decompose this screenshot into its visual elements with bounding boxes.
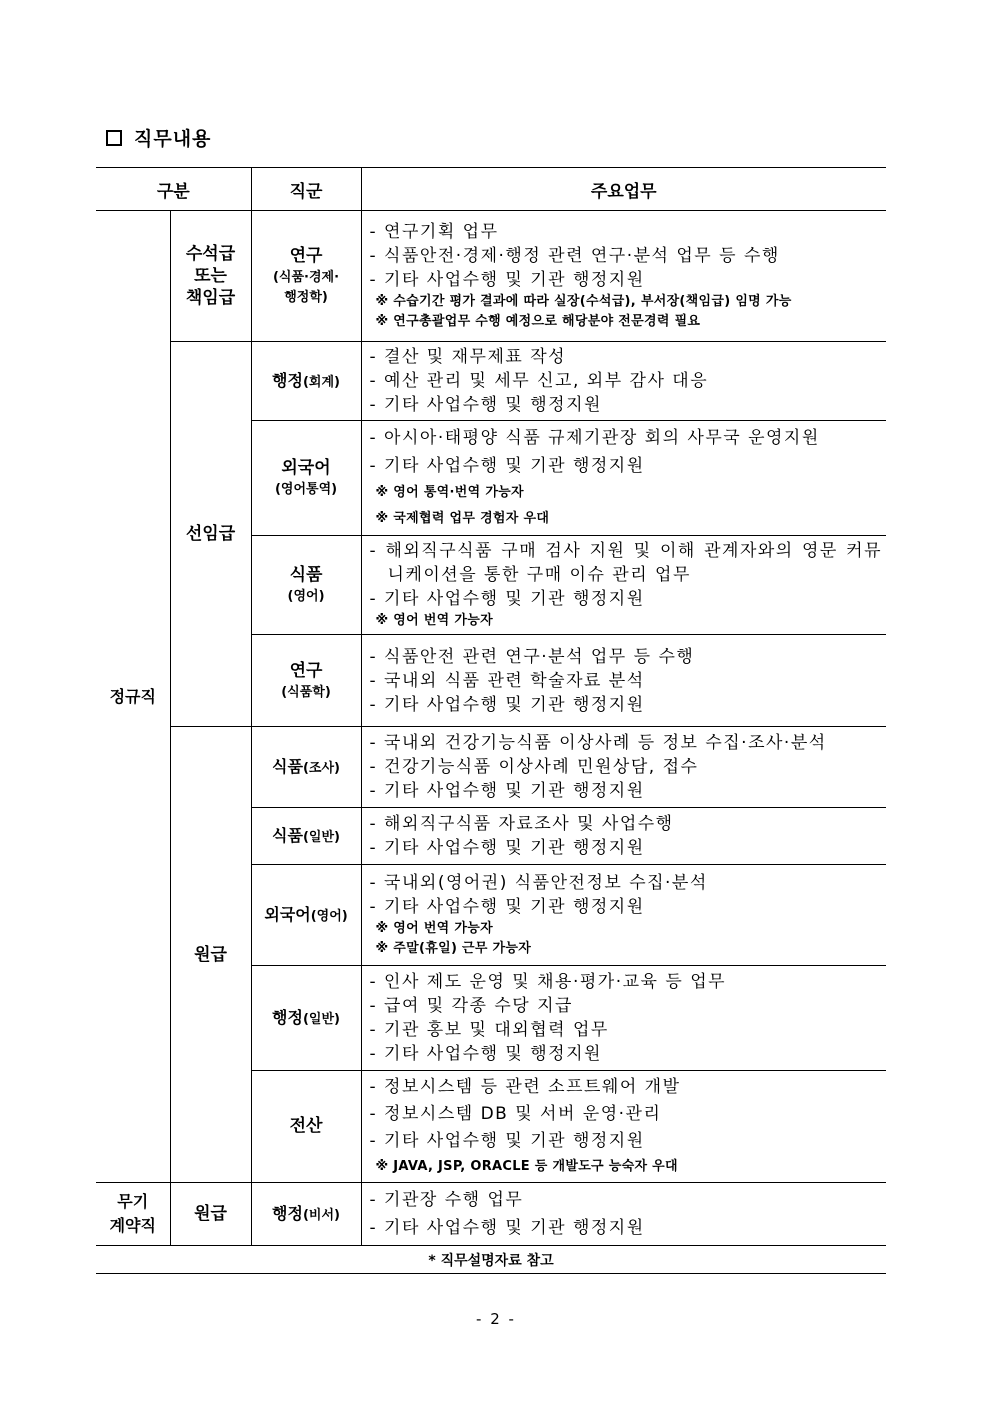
duties-cell: - 국내외(영어권) 식품안전정보 수집·분석 - 기타 사업수행 및 기관 행정지원 ※ 영어 번역 가능자 ※ 주말(휴일) 근무 가능자 <box>361 865 886 966</box>
header-type: 구분 <box>96 168 251 211</box>
table-row <box>96 1183 886 1246</box>
grade-senior: 수석급 또는 책임급 <box>170 211 251 342</box>
grade-sunim: 선임급 <box>170 342 251 727</box>
checkbox-square-icon <box>106 130 122 146</box>
job-food-english: 식품 (영어) <box>251 536 361 635</box>
page-number: - 2 - <box>476 1310 516 1328</box>
employment-type-regular: 정규직 <box>96 211 170 1183</box>
table-header-row <box>96 168 886 211</box>
duties-cell: - 기관장 수행 업무 - 기타 사업수행 및 기관 행정지원 <box>361 1183 886 1246</box>
job-admin-secretary: 행정(비서) <box>251 1183 361 1246</box>
footnote-row <box>96 1246 886 1274</box>
job-research-senior: 연구 (식품·경제· 행정학) <box>251 211 361 342</box>
duties-cell: - 정보시스템 등 관련 소프트웨어 개발 - 정보시스템 DB 및 서버 운영·관리 - 기타 사업수행 및 기관 행정지원 ※ JAVA, JSP, ORACLE 등 개발도구 능숙자 우대 <box>361 1071 886 1183</box>
header-duties: 주요업무 <box>361 168 886 211</box>
grade-wongeup: 원급 <box>170 727 251 1183</box>
duties-cell: - 국내외 건강기능식품 이상사례 등 정보 수집·조사·분석 - 건강기능식품 이상사례 민원상담, 접수 - 기타 사업수행 및 기관 행정지원 <box>361 727 886 808</box>
job-foreign-language-interpretation: 외국어 (영어통역) <box>251 421 361 536</box>
duties-cell: - 인사 제도 운영 및 채용·평가·교육 등 업무 - 급여 및 각종 수당 지급 - 기관 홍보 및 대외협력 업무 - 기타 사업수행 및 행정지원 <box>361 966 886 1071</box>
job-foreign-language-english: 외국어(영어) <box>251 865 361 966</box>
duties-cell: - 연구기획 업무 - 식품안전·경제·행정 관련 연구·분석 업무 등 수행 - 기타 사업수행 및 기관 행정지원 ※ 수습기간 평가 결과에 따라 실장(수석급), 부서장(책임급) 임명 가능 ※ 연구총괄업무 수행 예정으로 해당분야 전문경력 필요 <box>361 211 886 342</box>
duties-cell: - 결산 및 재무제표 작성 - 예산 관리 및 세무 신고, 외부 감사 대응 - 기타 사업수행 및 행정지원 <box>361 342 886 421</box>
duties-cell: - 해외직구식품 자료조사 및 사업수행 - 기타 사업수행 및 기관 행정지원 <box>361 808 886 865</box>
table-row <box>96 211 886 342</box>
section-title: 직무내용 <box>134 128 212 150</box>
duties-cell: - 식품안전 관련 연구·분석 업무 등 수행 - 국내외 식품 관련 학술자료 분석 - 기타 사업수행 및 기관 행정지원 <box>361 635 886 727</box>
table-footnote: * 직무설명자료 참고 <box>96 1246 886 1274</box>
section-heading <box>106 124 211 151</box>
employment-type-contract: 무기 계약직 <box>96 1183 170 1246</box>
job-admin-general: 행정(일반) <box>251 966 361 1071</box>
duties-cell: - 해외직구식품 구매 검사 지원 및 이해 관계자와의 영문 커뮤니케이션을 통한 구매 이슈 관리 업무 - 기타 사업수행 및 기관 행정지원 ※ 영어 번역 가능자 <box>361 536 886 635</box>
table-row <box>96 727 886 808</box>
table-row <box>96 342 886 421</box>
job-food-general: 식품(일반) <box>251 808 361 865</box>
job-research-food-science: 연구 (식품학) <box>251 635 361 727</box>
grade-contract: 원급 <box>170 1183 251 1246</box>
job-it: 전산 <box>251 1071 361 1183</box>
duty-table <box>96 167 886 1274</box>
job-food-survey: 식품(조사) <box>251 727 361 808</box>
duties-cell: - 아시아·태평양 식품 규제기관장 회의 사무국 운영지원 - 기타 사업수행 및 기관 행정지원 ※ 영어 통역·번역 가능자 ※ 국제협력 업무 경험자 우대 <box>361 421 886 536</box>
header-job: 직군 <box>251 168 361 211</box>
job-admin-accounting: 행정(회계) <box>251 342 361 421</box>
